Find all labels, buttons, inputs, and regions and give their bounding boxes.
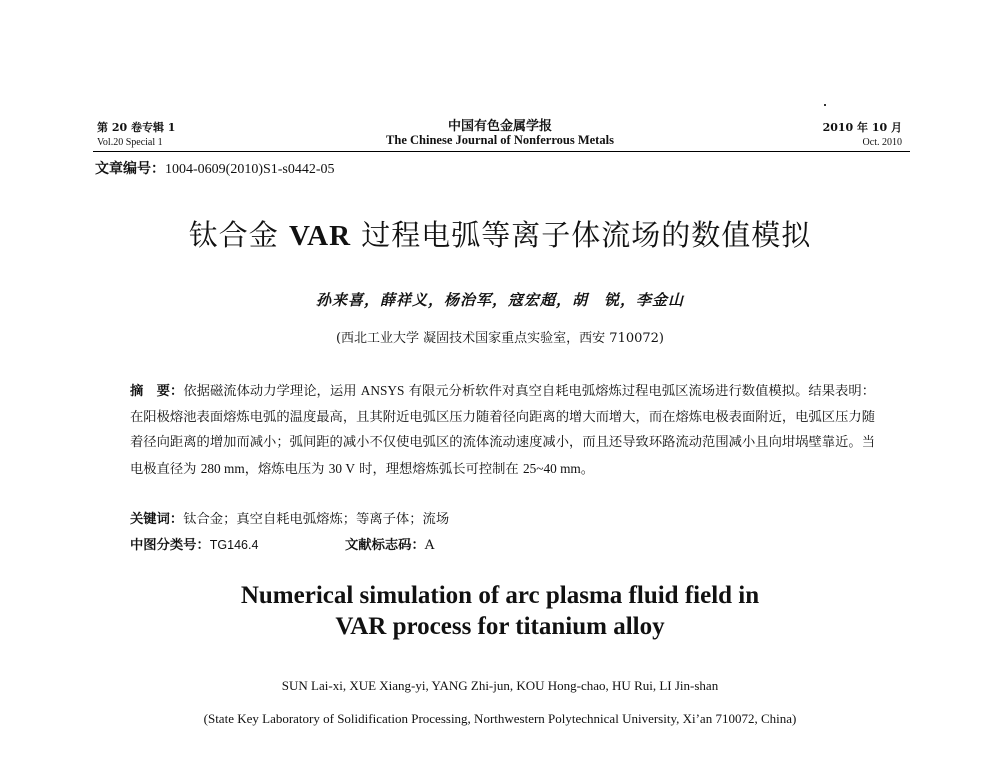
speck	[824, 104, 826, 106]
title-cn-part2: 过程电弧等离子体流场的数值模拟	[351, 218, 812, 252]
title-en-line2: VAR process for titanium alloy	[335, 613, 665, 640]
abstract-label: 摘 要：	[130, 384, 184, 399]
authors-cn: 孙来喜，薛祥义，杨治军，寇宏超，胡 锐，李金山	[315, 291, 684, 309]
clc-value: TG146.4	[209, 538, 259, 552]
keywords-label: 关键词：	[130, 512, 184, 527]
title-cn-latin: VAR	[288, 220, 352, 252]
abstract-voltage: 30 V	[328, 460, 355, 476]
volume-issue-cn: 第 20 卷专辑 1	[97, 121, 176, 134]
volume-issue-en: Vol.20 Special 1	[97, 137, 163, 148]
journal-name-cn: 中国有色金属学报	[447, 119, 552, 134]
keywords-value: 钛合金；真空自耗电弧熔炼；等离子体；流场	[183, 512, 450, 527]
article-number	[95, 158, 335, 178]
document-code-value: A	[424, 538, 435, 553]
abstract-text-4: 时，理想熔炼弧长可控制在	[354, 461, 523, 477]
affiliation-cn: (西北工业大学 凝固技术国家重点实验室，西安 710072)	[335, 331, 665, 346]
authors-en: SUN Lai-xi, XUE Xiang-yi, YANG Zhi-jun, KOU Hong-chao, HU Rui, LI Jin-shan	[281, 678, 719, 693]
title-en-line1: Numerical simulation of arc plasma fluid field in	[240, 582, 760, 609]
affiliation-en: (State Key Laboratory of Solidification Processing, Northwestern Polytechnical University, Xi’an 710072, China)	[203, 711, 797, 726]
publication-date-cn: 2010 年 10 月	[822, 121, 902, 134]
title-cn-part1: 钛合金	[188, 218, 289, 252]
title-cn	[0, 213, 1000, 254]
abstract-text-3: ，熔炼电压为	[244, 461, 329, 477]
article-number-label: 文章编号：	[95, 161, 165, 177]
document-code	[345, 534, 434, 553]
publication-date-en: Oct. 2010	[862, 137, 902, 148]
header-rule	[93, 151, 910, 152]
clc-number	[130, 534, 258, 553]
abstract-arc-range: 25~40 mm	[522, 460, 581, 476]
abstract-text-5: 。	[580, 461, 595, 477]
document-code-label: 文献标志码：	[345, 538, 425, 553]
abstract-ansys: ANSYS	[360, 383, 405, 398]
abstract-diameter: 280 mm	[200, 460, 245, 476]
title-en	[0, 580, 1000, 642]
journal-name-en: The Chinese Journal of Nonferrous Metals	[386, 133, 614, 147]
abstract-text-1: 依据磁流体动力学理论，运用	[183, 384, 361, 399]
keywords-cn	[130, 508, 449, 527]
abstract-text-2: 有限元分析软件对真空自耗电弧熔炼过程电弧区流场进行数值模拟。结果表明：在阳极熔池表面熔炼电弧的温度最高，且其附近电弧区压力随着径向距离的增大而增大，而在熔炼电极表面附近，电弧区压力随着径向距离的增加而减小；弧间距的减小不仅使电弧区的流体流动速度减小，而且还导致环路流动范围减小且向坩埚壁靠近。当电极直径为	[130, 384, 876, 477]
clc-label: 中图分类号：	[130, 538, 210, 553]
article-number-value: 1004-0609(2010)S1-s0442-05	[165, 162, 335, 177]
abstract-cn	[130, 378, 875, 482]
